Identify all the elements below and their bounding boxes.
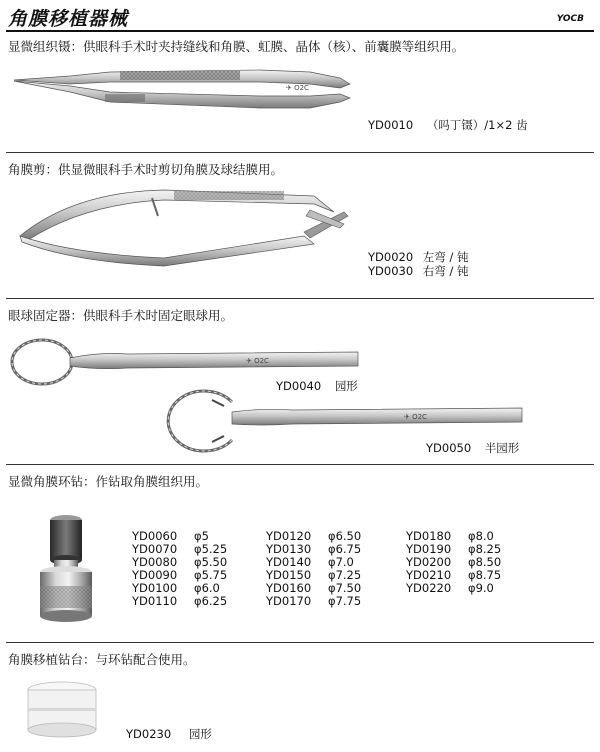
product-code: YD0040 [276, 379, 322, 393]
svg-text:✈ O2C: ✈ O2C [246, 357, 269, 365]
section-divider [6, 464, 594, 465]
trephine-block-icon [26, 680, 100, 740]
page-title: 角膜移植器械 [8, 8, 129, 30]
product-code: YD0010 [368, 118, 414, 132]
product-code: YD0140 [266, 555, 312, 569]
list-item [426, 440, 519, 456]
product-code: YD0160 [266, 581, 312, 595]
product-desc: 半园形 [484, 441, 520, 455]
list-item [126, 726, 212, 742]
section-divider [6, 298, 594, 299]
list-item [368, 117, 528, 133]
section-divider [6, 152, 594, 153]
product-desc: 园形 [188, 727, 212, 741]
trephine-icon [34, 512, 98, 624]
product-size: φ7.0 [328, 555, 354, 569]
brand-logo: YOCB [556, 14, 584, 24]
product-size: φ7.25 [328, 568, 362, 582]
product-code: YD0150 [266, 568, 312, 582]
product-code: YD0060 [132, 529, 178, 543]
product-size: φ7.50 [328, 581, 362, 595]
list-item [406, 582, 501, 595]
product-code: YD0180 [406, 529, 452, 543]
section-scissors-title: 角膜剪：供显微眼科手术时剪切角膜及球结膜用。 [8, 162, 284, 177]
product-size: φ6.75 [328, 542, 362, 556]
header-divider [6, 30, 594, 32]
product-size: φ5.75 [194, 568, 228, 582]
product-code: YD0230 [126, 727, 172, 741]
section-trephine-title: 显微角膜环钻：作钻取角膜组织用。 [8, 474, 209, 489]
product-size: φ5.25 [194, 542, 228, 556]
product-desc: 园形 [334, 379, 358, 393]
product-desc: 右弯 / 钝 [422, 264, 469, 278]
list-item [368, 263, 469, 279]
forceps-icon [10, 58, 355, 128]
product-size: φ5 [194, 529, 209, 543]
product-size: φ6.25 [194, 594, 228, 608]
product-size: φ5.50 [194, 555, 228, 569]
product-desc: 左弯 / 钝 [422, 250, 469, 264]
product-code: YD0200 [406, 555, 452, 569]
product-size: φ8.50 [468, 555, 502, 569]
product-code: YD0120 [266, 529, 312, 543]
product-code: YD0070 [132, 542, 178, 556]
product-code: YD0170 [266, 594, 312, 608]
product-code: YD0220 [406, 581, 452, 595]
spec-column-1 [132, 530, 227, 608]
product-code: YD0110 [132, 594, 178, 608]
product-desc: （吗丁镊）/1×2 齿 [426, 118, 528, 132]
product-size: φ9.0 [468, 581, 494, 595]
product-code: YD0210 [406, 568, 452, 582]
section-block-title: 角膜移植钻台：与环钻配合使用。 [8, 652, 196, 667]
product-code: YD0050 [426, 441, 472, 455]
list-item [132, 595, 227, 608]
product-size: φ8.75 [468, 568, 502, 582]
product-code: YD0130 [266, 542, 312, 556]
product-code: YD0030 [368, 264, 414, 278]
section-forceps-title: 显微组织镊：供眼科手术时夹持缝线和角膜、虹膜、晶体（核）、前囊膜等组织用。 [8, 39, 465, 54]
product-code: YD0080 [132, 555, 178, 569]
spec-column-2 [266, 530, 361, 608]
product-code: YD0020 [368, 250, 414, 264]
product-size: φ8.25 [468, 542, 502, 556]
section-fixation-title: 眼球固定器：供眼科手术时固定眼球用。 [8, 308, 234, 323]
scissors-icon [14, 182, 354, 267]
list-item [266, 595, 361, 608]
spec-column-3 [406, 530, 501, 595]
product-code: YD0100 [132, 581, 178, 595]
svg-text:✈ O2C: ✈ O2C [286, 84, 309, 92]
product-code: YD0190 [406, 542, 452, 556]
product-size: φ6.0 [194, 581, 220, 595]
svg-text:✈ O2C: ✈ O2C [404, 413, 427, 421]
product-size: φ6.50 [328, 529, 362, 543]
product-code: YD0090 [132, 568, 178, 582]
product-size: φ8.0 [468, 529, 494, 543]
product-size: φ7.75 [328, 594, 362, 608]
section-divider [6, 642, 594, 643]
